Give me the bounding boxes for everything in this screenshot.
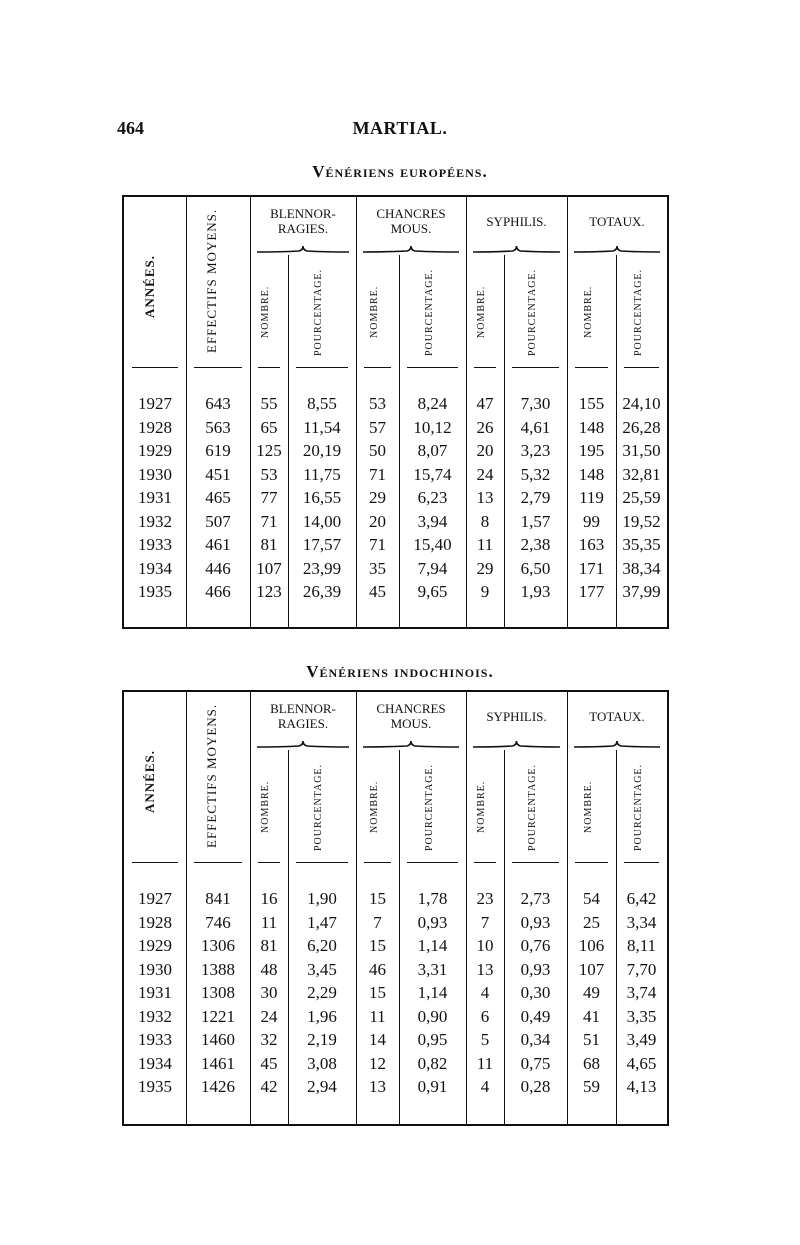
- header-rule: [132, 862, 178, 863]
- table-cell: 10: [476, 936, 494, 955]
- table-cell: 0,93: [417, 912, 448, 932]
- table-cell: 1930: [138, 959, 172, 979]
- header-group: [567, 709, 667, 724]
- table-cell: 15: [369, 936, 386, 955]
- header-group-line: SYPHILIS.: [486, 709, 547, 724]
- table-cell: 6: [480, 1006, 490, 1026]
- table-cell: 9: [480, 582, 490, 601]
- table-cell: 619: [205, 441, 231, 460]
- table-indochinese: [122, 690, 669, 1126]
- table-cell: 1,14: [417, 936, 448, 955]
- header-nombre: NOMBRE.: [260, 780, 271, 834]
- table-cell: 1927: [138, 394, 172, 413]
- table-cell: 1460: [201, 1030, 235, 1049]
- table-cell: 1,14: [417, 983, 448, 1002]
- table-cell: 746: [205, 912, 231, 932]
- header-pourcentage: POURCENTAGE.: [423, 763, 435, 851]
- table-cell: 0,28: [520, 1077, 551, 1096]
- header-group: [250, 206, 356, 236]
- table-cell: 8,55: [307, 394, 337, 413]
- header-group-line: TOTAUX.: [589, 709, 645, 724]
- table-cell: 0,93: [520, 912, 551, 932]
- table-cell: 12: [369, 1053, 386, 1073]
- table-cell: 65: [260, 417, 278, 437]
- table-cell: 45: [260, 1053, 278, 1073]
- table-cell: 3,35: [626, 1006, 657, 1026]
- table-row: [124, 981, 667, 1005]
- table-cell: 643: [205, 394, 231, 413]
- header-rule: [575, 367, 608, 368]
- table-cell: 0,75: [520, 1053, 551, 1073]
- header-group: [356, 701, 466, 731]
- header-pourcentage: POURCENTAGE.: [313, 268, 324, 356]
- table-row: [124, 416, 667, 440]
- table-cell: 7,70: [626, 959, 657, 979]
- table-cell: 71: [260, 511, 278, 531]
- table-row: [124, 1005, 667, 1029]
- table-cell: 507: [205, 511, 231, 531]
- table-cell: 1,93: [520, 582, 551, 601]
- header-pourcentage: POURCENTAGE.: [313, 763, 324, 851]
- table-cell: 3,34: [626, 912, 657, 932]
- table-cell: 24,10: [622, 394, 661, 413]
- header-group: [466, 214, 567, 229]
- header-rule: [132, 367, 178, 368]
- table-cell: 2,19: [307, 1030, 337, 1049]
- table-cell: 123: [256, 582, 282, 601]
- table-cell: 23: [476, 889, 494, 908]
- table-cell: 1931: [138, 983, 172, 1002]
- table-cell: 2,73: [520, 889, 551, 908]
- table-cell: 7,94: [417, 558, 448, 578]
- table-cell: 32: [260, 1030, 278, 1049]
- header-pourcentage: POURCENTAGE.: [423, 268, 435, 356]
- table-cell: 31,50: [622, 441, 661, 460]
- header-group-line: MOUS.: [390, 716, 432, 731]
- table-cell: 20: [369, 511, 386, 531]
- table-cell: 14: [369, 1030, 386, 1049]
- table-cell: 49: [583, 983, 600, 1002]
- table-cell: 1,57: [520, 511, 551, 531]
- table-cell: 6,50: [520, 558, 551, 578]
- table-cell: 0,49: [520, 1006, 551, 1026]
- table-cell: 4: [480, 1077, 490, 1096]
- header-pourcentage: POURCENTAGE.: [632, 268, 644, 356]
- table-cell: 6,20: [307, 936, 337, 955]
- table-cell: 0,95: [417, 1030, 448, 1049]
- table-cell: 466: [205, 582, 231, 601]
- header-group-line: MOUS.: [390, 221, 432, 236]
- header-pourcentage: POURCENTAGE.: [526, 268, 538, 356]
- table-row: [124, 1052, 667, 1076]
- header-group-line: SYPHILIS.: [486, 214, 547, 229]
- table-cell: 106: [578, 936, 605, 955]
- header-rule: [474, 862, 496, 863]
- table-cell: 68: [583, 1053, 600, 1073]
- table-cell: 11: [260, 912, 278, 932]
- table-cell: 1930: [138, 464, 172, 484]
- table-cell: 107: [256, 558, 282, 578]
- table-cell: 7: [480, 912, 490, 932]
- table-row: [124, 486, 667, 510]
- table-row: [124, 1028, 667, 1052]
- table-cell: 1932: [138, 1006, 172, 1026]
- table-cell: 13: [476, 959, 494, 979]
- header-group: [567, 214, 667, 229]
- header-rule: [194, 862, 242, 863]
- table-cell: 2,79: [520, 488, 551, 507]
- table-cell: 6,42: [626, 889, 657, 908]
- table-row: [124, 1075, 667, 1099]
- table-cell: 3,23: [520, 441, 551, 460]
- table-cell: 81: [260, 535, 278, 554]
- table-row: [124, 439, 667, 463]
- table-cell: 0,90: [417, 1006, 448, 1026]
- table-row: [124, 392, 667, 416]
- table-cell: 24: [476, 464, 494, 484]
- header-rule: [258, 367, 280, 368]
- table-cell: 163: [578, 535, 605, 554]
- brace-icon: [257, 244, 349, 254]
- table-cell: 4,65: [626, 1053, 657, 1073]
- table-cell: 16: [260, 889, 278, 908]
- table-cell: 171: [578, 558, 605, 578]
- table-cell: 71: [369, 535, 386, 554]
- header-annees: ANNÉES.: [142, 750, 157, 814]
- header-nombre: NOMBRE.: [368, 780, 380, 834]
- table-cell: 42: [260, 1077, 278, 1096]
- table-cell: 26,28: [622, 417, 661, 437]
- table-cell: 15,74: [413, 464, 452, 484]
- running-head: MARTIAL.: [352, 118, 448, 138]
- table-cell: 1,47: [307, 912, 337, 932]
- header-group-line: TOTAUX.: [589, 214, 645, 229]
- table-european: [122, 195, 669, 629]
- brace-icon: [363, 739, 459, 749]
- header-nombre: NOMBRE.: [582, 780, 594, 834]
- table-cell: 1306: [201, 936, 235, 955]
- table-cell: 0,82: [417, 1053, 448, 1073]
- header-nombre: NOMBRE.: [582, 285, 594, 339]
- table-cell: 1933: [138, 535, 172, 554]
- table-cell: 461: [205, 535, 231, 554]
- table-cell: 32,81: [622, 464, 661, 484]
- brace-icon: [363, 244, 459, 254]
- table-cell: 1931: [138, 488, 172, 507]
- table-row: [124, 580, 667, 604]
- table-row: [124, 958, 667, 982]
- table-cell: 1934: [138, 1053, 172, 1073]
- table-cell: 0,91: [417, 1077, 448, 1096]
- table-cell: 99: [583, 511, 600, 531]
- table-title-european: Vénériens européens.: [312, 162, 488, 181]
- table-cell: 16,55: [302, 488, 342, 507]
- table-cell: 3,74: [626, 983, 657, 1002]
- table-cell: 11,75: [303, 464, 341, 484]
- table-cell: 148: [578, 417, 605, 437]
- table-cell: 51: [583, 1030, 600, 1049]
- table-cell: 1932: [138, 511, 172, 531]
- table-cell: 107: [578, 959, 605, 979]
- table-cell: 1221: [201, 1006, 235, 1026]
- table-row: [124, 510, 667, 534]
- table-cell: 2,94: [307, 1077, 337, 1096]
- table-cell: 3,08: [307, 1053, 337, 1073]
- table-cell: 1461: [201, 1053, 235, 1073]
- table-cell: 25: [583, 912, 600, 932]
- header-rule: [575, 862, 608, 863]
- table-cell: 6,23: [417, 488, 448, 507]
- brace-icon: [473, 739, 560, 749]
- table-cell: 2,29: [307, 983, 337, 1002]
- table-cell: 10,12: [413, 417, 452, 437]
- header-group-line: BLENNOR-: [270, 206, 336, 221]
- table-cell: 3,31: [417, 959, 448, 979]
- table-cell: 1934: [138, 558, 172, 578]
- table-cell: 125: [256, 441, 282, 460]
- table-cell: 563: [205, 417, 231, 437]
- header-group-line: BLENNOR-: [270, 701, 336, 716]
- table-cell: 5: [480, 1030, 490, 1049]
- header-effectifs: EFFECTIFS MOYENS.: [204, 208, 219, 353]
- header-group-line: RAGIES.: [277, 221, 329, 236]
- table-cell: 195: [578, 441, 605, 460]
- table-cell: 1929: [138, 936, 172, 955]
- table-cell: 1426: [201, 1077, 235, 1096]
- table-cell: 20: [476, 441, 494, 460]
- table-title-indochinese: Vénériens indochinois.: [306, 662, 494, 681]
- header-group-line: CHANCRES: [376, 701, 446, 716]
- header-rule: [407, 367, 458, 368]
- brace-icon: [257, 739, 349, 749]
- table-cell: 11: [476, 535, 494, 554]
- table-cell: 3,94: [417, 511, 448, 531]
- table-cell: 24: [260, 1006, 278, 1026]
- header-rule: [258, 862, 280, 863]
- table-cell: 1,78: [417, 889, 448, 908]
- table-cell: 29: [369, 488, 386, 507]
- header-pourcentage: POURCENTAGE.: [526, 763, 538, 851]
- table-cell: 9,65: [417, 582, 448, 601]
- table-cell: 37,99: [622, 582, 661, 601]
- table-cell: 1,90: [307, 889, 337, 908]
- table-cell: 11: [369, 1006, 386, 1026]
- table-cell: 53: [260, 464, 278, 484]
- table-cell: 465: [205, 488, 231, 507]
- table-cell: 1935: [138, 582, 172, 601]
- header-annees: ANNÉES.: [142, 255, 157, 319]
- table-cell: 47: [476, 394, 494, 413]
- table-cell: 148: [578, 464, 605, 484]
- table-row: [124, 911, 667, 935]
- table-cell: 1933: [138, 1030, 172, 1049]
- header-rule: [364, 862, 391, 863]
- header-nombre: NOMBRE.: [368, 285, 380, 339]
- header-rule: [296, 367, 348, 368]
- header-effectifs: EFFECTIFS MOYENS.: [204, 703, 219, 848]
- header-group: [250, 701, 356, 731]
- table-row: [124, 557, 667, 581]
- header-nombre: NOMBRE.: [476, 780, 487, 834]
- header-rule: [512, 862, 559, 863]
- table-row: [124, 463, 667, 487]
- table-cell: 14,00: [302, 511, 342, 531]
- table-cell: 77: [260, 488, 278, 507]
- table-cell: 55: [260, 394, 278, 413]
- table-cell: 3,49: [626, 1030, 657, 1049]
- table-cell: 8,24: [417, 394, 448, 413]
- header-group: [356, 206, 466, 236]
- table-cell: 177: [578, 582, 605, 601]
- header-group: [466, 709, 567, 724]
- table-cell: 1308: [201, 983, 235, 1002]
- table-cell: 2,38: [520, 535, 551, 554]
- table-cell: 0,34: [520, 1030, 551, 1049]
- brace-icon: [574, 739, 660, 749]
- header-rule: [624, 367, 659, 368]
- header-rule: [194, 367, 242, 368]
- table-cell: 13: [369, 1077, 386, 1096]
- table-cell: 1929: [138, 441, 172, 460]
- table-cell: 8,11: [626, 936, 657, 955]
- table-cell: 38,34: [622, 558, 661, 578]
- table-cell: 17,57: [302, 535, 342, 554]
- table-cell: 50: [369, 441, 386, 460]
- header-group-line: RAGIES.: [277, 716, 329, 731]
- table-cell: 53: [369, 394, 386, 413]
- header-pourcentage: POURCENTAGE.: [632, 763, 644, 851]
- table-cell: 30: [260, 983, 278, 1002]
- table-cell: 3,45: [307, 959, 337, 979]
- table-row: [124, 533, 667, 557]
- table-cell: 7: [373, 912, 382, 932]
- table-cell: 0,30: [520, 983, 551, 1002]
- header-rule: [512, 367, 559, 368]
- header-group-line: CHANCRES: [376, 206, 446, 221]
- table-cell: 8: [480, 511, 490, 531]
- table-cell: 11: [476, 1053, 494, 1073]
- table-cell: 71: [369, 464, 386, 484]
- table-cell: 25,59: [622, 488, 661, 507]
- table-cell: 29: [476, 558, 494, 578]
- table-cell: 1935: [138, 1077, 172, 1096]
- table-cell: 841: [205, 889, 231, 908]
- table-cell: 46: [369, 959, 386, 979]
- table-cell: 11,54: [303, 417, 341, 437]
- table-cell: 57: [369, 417, 386, 437]
- table-cell: 15,40: [413, 535, 452, 554]
- header-rule: [624, 862, 659, 863]
- table-cell: 155: [578, 394, 605, 413]
- table-cell: 4: [480, 983, 490, 1002]
- table-cell: 13: [476, 488, 494, 507]
- table-cell: 1,96: [307, 1006, 337, 1026]
- header-rule: [296, 862, 348, 863]
- table-cell: 59: [583, 1077, 600, 1096]
- table-cell: 19,52: [622, 511, 661, 531]
- brace-icon: [473, 244, 560, 254]
- header-rule: [407, 862, 458, 863]
- header-nombre: NOMBRE.: [476, 285, 487, 339]
- header-rule: [364, 367, 391, 368]
- table-cell: 35: [369, 558, 386, 578]
- table-cell: 7,30: [520, 394, 551, 413]
- table-cell: 54: [583, 889, 600, 908]
- table-cell: 35,35: [622, 535, 661, 554]
- table-cell: 26,39: [302, 582, 342, 601]
- table-cell: 15: [369, 983, 386, 1002]
- table-cell: 5,32: [520, 464, 551, 484]
- table-cell: 8,07: [417, 441, 448, 460]
- table-cell: 446: [205, 558, 231, 578]
- table-cell: 15: [369, 889, 386, 908]
- table-cell: 4,61: [520, 417, 551, 437]
- table-cell: 81: [260, 936, 278, 955]
- table-row: [124, 934, 667, 958]
- table-cell: 1388: [201, 959, 235, 979]
- table-cell: 0,76: [520, 936, 551, 955]
- table-cell: 48: [260, 959, 278, 979]
- table-cell: 119: [579, 488, 604, 507]
- table-cell: 23,99: [302, 558, 342, 578]
- table-cell: 451: [205, 464, 231, 484]
- table-cell: 4,13: [626, 1077, 657, 1096]
- brace-icon: [574, 244, 660, 254]
- table-cell: 26: [476, 417, 494, 437]
- page-number: 464: [117, 118, 144, 138]
- table-cell: 1928: [138, 912, 172, 932]
- table-cell: 45: [369, 582, 386, 601]
- table-cell: 1928: [138, 417, 172, 437]
- header-rule: [474, 367, 496, 368]
- table-cell: 0,93: [520, 959, 551, 979]
- header-nombre: NOMBRE.: [260, 285, 271, 339]
- table-cell: 41: [583, 1006, 600, 1026]
- table-row: [124, 887, 667, 911]
- table-cell: 1927: [138, 889, 172, 908]
- table-cell: 20,19: [302, 441, 342, 460]
